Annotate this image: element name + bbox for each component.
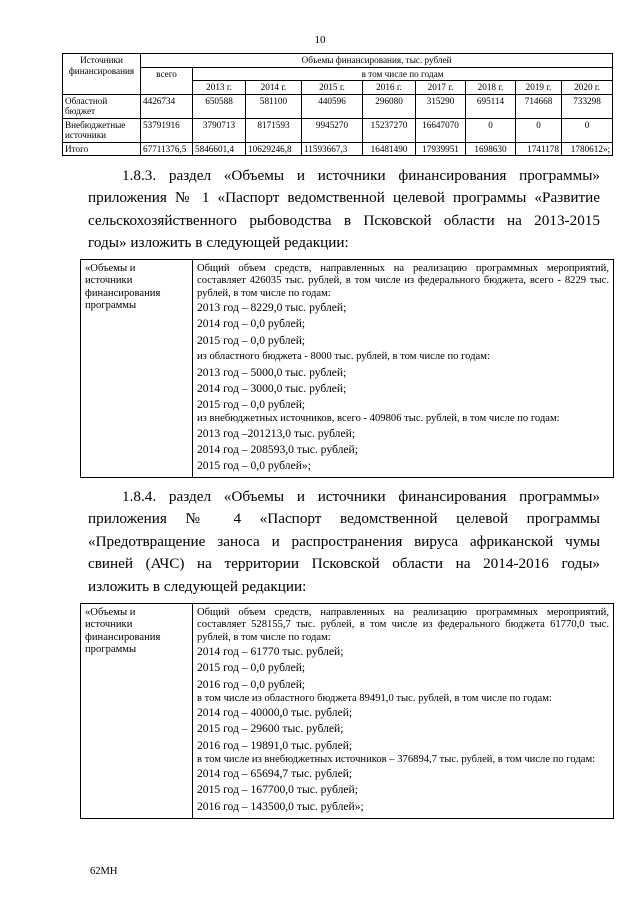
paragraph-line: сельскохозяйственного рыбоводства в Псковской области на 2013-2015 xyxy=(88,211,600,229)
row-value: 1698630 xyxy=(466,142,516,156)
row-value: 10629246,8 xyxy=(246,142,302,156)
financing-table xyxy=(62,53,613,156)
year-header: 2019 г. xyxy=(516,81,562,95)
row-value: 714668 xyxy=(516,94,562,118)
row-value: 9945270 xyxy=(302,118,363,142)
paragraph-line: 1.8.3. раздел «Объемы и источники финансирования программы» xyxy=(122,167,600,184)
year-header: 2014 г. xyxy=(246,81,302,95)
box-left-label xyxy=(81,604,193,818)
funding-year-item: 2014 год – 0,0 рублей; xyxy=(197,317,306,331)
funding-year-item: 2014 год – 40000,0 тыс. рублей; xyxy=(197,706,353,720)
funding-year-item: 2016 год – 143500,0 тыс. рублей»; xyxy=(197,799,364,813)
header-total: всего xyxy=(141,67,193,94)
row-value: 5846601,4 xyxy=(193,142,246,156)
table-row xyxy=(63,142,613,156)
label-line: программы xyxy=(85,644,137,656)
row-value: 11593667,3 xyxy=(302,142,363,156)
row-value: 16481490 xyxy=(363,142,416,156)
row-value: 16647070 xyxy=(416,118,466,142)
row-value: 650588 xyxy=(193,94,246,118)
funding-year-item: 2013 год –201213,0 тыс. рублей; xyxy=(197,426,356,440)
funding-box-1-8-4 xyxy=(80,603,614,819)
row-value: 733298 xyxy=(562,94,613,118)
row-value: 3790713 xyxy=(193,118,246,142)
row-value: 0 xyxy=(516,118,562,142)
row-total: 67711376,5 xyxy=(141,142,193,156)
header-by-years: в том числе по годам xyxy=(193,67,613,81)
row-value: 440596 xyxy=(302,94,363,118)
row-value: 0 xyxy=(466,118,516,142)
section-1-8-4-text xyxy=(88,486,600,598)
row-value: 15237270 xyxy=(363,118,416,142)
year-header: 2020 г. xyxy=(562,81,613,95)
label-line: источники xyxy=(85,275,133,287)
funding-year-item: 2015 год – 0,0 рублей; xyxy=(197,398,306,412)
paragraph-line: изложить в следующей редакции: xyxy=(88,577,307,595)
label-line: финансирования xyxy=(85,631,161,643)
funding-year-item: 2015 год – 0,0 рублей»; xyxy=(197,459,311,473)
funding-year-item: 2014 год – 61770 тыс. рублей; xyxy=(197,645,344,659)
paragraph-line: приложения № 4 «Паспорт ведомственной целевой программы xyxy=(88,510,600,528)
label-line: «Объемы и xyxy=(85,607,136,618)
row-label: Итого xyxy=(63,142,141,156)
box-right-content xyxy=(193,260,613,477)
paragraph-line: «Предотвращение заноса и распространения вируса африканской чумы xyxy=(88,532,600,550)
row-label: Внебюджетные источники xyxy=(63,118,141,142)
row-value: 581100 xyxy=(246,94,302,118)
page-number: 10 xyxy=(314,34,326,46)
funding-intro: Общий объем средств, направленных на реализацию программных мероприятий, составляет 528155,7 тыс. рублей, в том числе из федерального бюджета 61770,0 тыс. рублей, в том числе по годам: xyxy=(197,607,609,643)
document-code: 62МН xyxy=(90,866,118,877)
paragraph-line: свиней (АЧС) на территории Псковской области на 2014-2016 годы» xyxy=(88,555,600,573)
header-volume: Объемы финансирования, тыс. рублей xyxy=(141,54,613,68)
funding-year-item: 2014 год – 65694,7 тыс. рублей; xyxy=(197,767,353,781)
row-value: 17939951 xyxy=(416,142,466,156)
funding-year-item: 2015 год – 0,0 рублей; xyxy=(197,661,306,675)
paragraph-line: приложения № 1 «Паспорт ведомственной целевой программы «Развитие xyxy=(88,189,600,207)
regional-intro: в том числе из областного бюджета 89491,0 тыс. рублей, в том числе по годам: xyxy=(197,692,552,704)
funding-year-item: 2014 год – 3000,0 тыс. рублей; xyxy=(197,382,347,396)
extra-budget-intro: из внебюджетных источников, всего - 409806 тыс. рублей, в том числе по годам: xyxy=(197,413,560,425)
year-header: 2013 г. xyxy=(193,81,246,95)
paragraph-line: 1.8.4. раздел «Объемы и источники финансирования программы» xyxy=(122,488,600,505)
year-header: 2017 г. xyxy=(416,81,466,95)
box-left-label xyxy=(81,260,193,477)
year-header: 2018 г. xyxy=(466,81,516,95)
row-value: 1780612»; xyxy=(562,142,613,156)
year-header: 2016 г. xyxy=(363,81,416,95)
funding-year-item: 2016 год – 0,0 рублей; xyxy=(197,677,306,691)
row-value: 315290 xyxy=(416,94,466,118)
row-value: 695114 xyxy=(466,94,516,118)
row-value: 8171593 xyxy=(246,118,302,142)
row-value: 296080 xyxy=(363,94,416,118)
row-total: 53791916 xyxy=(141,118,193,142)
row-total: 4426734 xyxy=(141,94,193,118)
label-line: финансирования xyxy=(85,287,161,299)
row-value: 0 xyxy=(562,118,613,142)
header-source: Источники финансирования xyxy=(63,54,141,95)
paragraph-line: годы» изложить в следующей редакции: xyxy=(88,234,349,252)
funding-year-item: 2015 год – 0,0 рублей; xyxy=(197,333,306,347)
funding-year-item: 2013 год – 8229,0 тыс. рублей; xyxy=(197,301,347,315)
extra-budget-intro: в том числе из внебюджетных источников – 376894,7 тыс. рублей, в том числе по годам: xyxy=(197,753,596,765)
section-1-8-3-text xyxy=(88,165,600,255)
table-row xyxy=(63,94,613,118)
regional-intro: из областного бюджета - 8000 тыс. рублей, в том числе по годам: xyxy=(197,350,490,362)
table-row xyxy=(63,118,613,142)
funding-year-item: 2014 год – 208593,0 тыс. рублей; xyxy=(197,443,358,457)
box-right-content xyxy=(193,604,613,818)
row-value: 1741178 xyxy=(516,142,562,156)
funding-year-item: 2015 год – 167700,0 тыс. рублей; xyxy=(197,783,358,797)
funding-year-item: 2013 год – 5000,0 тыс. рублей; xyxy=(197,365,347,379)
funding-year-item: 2015 год – 29600 тыс. рублей; xyxy=(197,722,344,736)
funding-year-item: 2016 год – 19891,0 тыс. рублей; xyxy=(197,738,353,752)
year-header: 2015 г. xyxy=(302,81,363,95)
label-line: «Объемы и xyxy=(85,263,136,274)
row-label: Областной бюджет xyxy=(63,94,141,118)
funding-box-1-8-3 xyxy=(80,259,614,478)
label-line: источники xyxy=(85,619,133,631)
label-line: программы xyxy=(85,300,137,312)
funding-intro: Общий объем средств, направленных на реализацию программных мероприятий, составляет 426035 тыс. рублей, в том числе из федерального бюджета, всего - 8229 тыс. рублей, в том числе по годам: xyxy=(197,263,609,299)
